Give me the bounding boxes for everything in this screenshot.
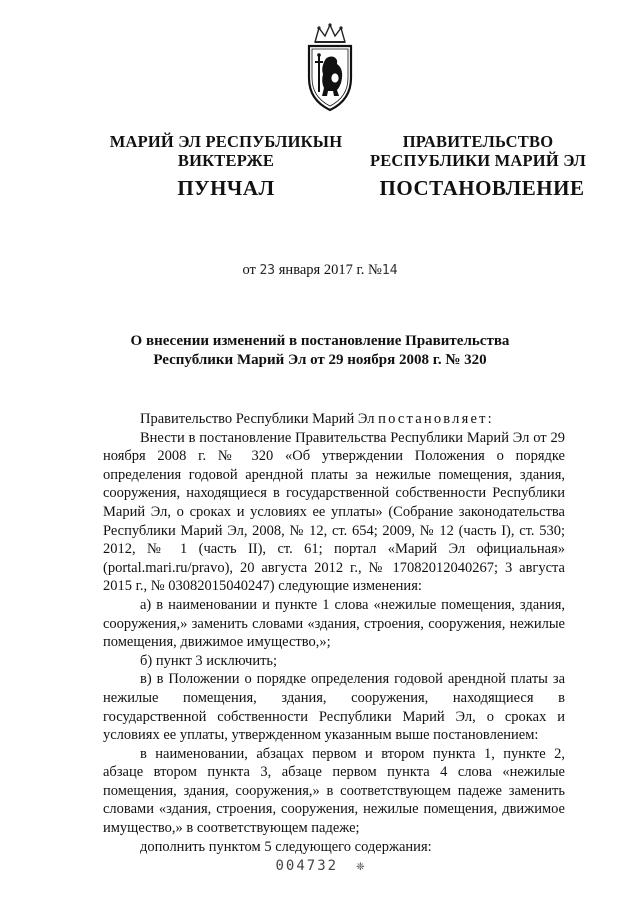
header-left-doc-type: ПУНЧАЛ — [177, 176, 275, 200]
paragraph-c: в) в Положении о порядке определения годовой арендной платы за нежилые помещения, здания, сооружения, находящиеся в государственной собственности Республики Марий Эл, о сроках и условиях ее уплаты, утвержденном указанным выше постановлением: — [103, 671, 565, 744]
header-right-line2: РЕСПУБЛИКИ МАРИЙ ЭЛ — [369, 151, 587, 170]
header-left-line2: ВИКТЕРЖЕ — [177, 151, 275, 170]
date-prefix: от — [242, 262, 256, 278]
header-right-line1: ПРАВИТЕЛЬСТВО — [402, 132, 554, 151]
paragraph-main: Внести в постановление Правительства Республики Марий Эл от 29 ноября 2008 г. № 320 «Об утверждении Положения о порядке определения годовой арендной платы за нежилые помещения, здания, сооружения, находящиеся в государственной собственности Республики Марий Эл, о сроках и условиях ее уплаты» (Собрание законодательства Республики Марий Эл, 2008, № 12, ст. 654; 2009, № 12 (часть I), ст. 530; 2012, № 1 (часть II), ст. 61; портал «Марий Эл официальная» (portal.mari.ru/pravo), 20 августа 2012 г., № 17082012040267; 3 августа 2015 г., № 03082015040247) следующие изменения: — [103, 429, 565, 595]
serial-number: 004732 — [275, 858, 339, 874]
paragraph-a: а) в наименовании и пункте 1 слова «нежилые помещения, здания, сооружения,» заменить словами «здания, строения, сооружения, нежилые помещения, движимое имущество,»; — [103, 596, 565, 651]
title-line2: Республики Марий Эл от 29 ноября 2008 г. № 320 — [153, 352, 487, 368]
document-body — [103, 410, 565, 856]
number-sign: № — [368, 262, 382, 278]
title-line1: О внесении изменений в постановление Правительства — [130, 333, 510, 349]
intro-text: Правительство Республики Марий Эл — [140, 411, 379, 427]
paragraph-c-detail: в наименовании, абзацах первом и втором пункта 1, пункте 2, абзаце втором пункта 3, абзаце первом пункта 4 слова «нежилые помещения, здания, сооружения,» в соответствующем падеже заменить словами «здания, строения, сооружения, нежилые помещения, движимое имущество,» в соответствующем падеже; — [103, 745, 565, 837]
header-right — [348, 132, 608, 170]
paragraph-b: б) пункт 3 исключить; — [140, 652, 278, 669]
intro-resolves: постановляет: — [378, 411, 494, 427]
document-title — [110, 332, 530, 370]
stamp-mark-icon: ❈ — [356, 858, 365, 874]
mari-el-coat-of-arms-icon — [297, 22, 363, 114]
header-right-doc-type: ПОСТАНОВЛЕНИЕ — [379, 176, 585, 200]
header-left-line1: МАРИЙ ЭЛ РЕСПУБЛИКЫН — [109, 132, 343, 151]
document-date — [0, 262, 640, 279]
paragraph-add-item: дополнить пунктом 5 следующего содержания: — [140, 838, 432, 855]
intro-paragraph — [103, 410, 565, 429]
serial-stamp — [0, 858, 640, 874]
document-number: 14 — [381, 263, 398, 278]
coat-of-arms-emblem — [297, 22, 363, 114]
date-day: 23 — [259, 263, 276, 278]
date-month-year: января 2017 г. — [278, 262, 365, 278]
header-left — [96, 132, 356, 170]
